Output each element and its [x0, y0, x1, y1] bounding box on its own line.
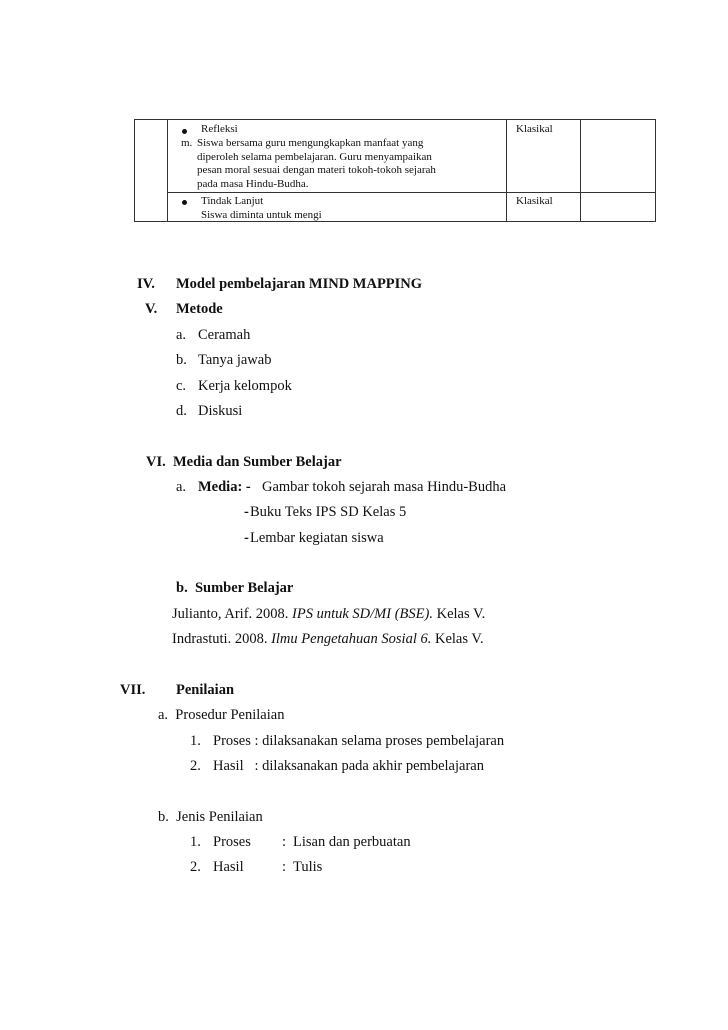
- list-item: Diskusi: [198, 403, 243, 419]
- media-label: Media: -: [198, 479, 251, 495]
- table-cell-line: pesan moral sesuai dengan materi tokoh-tokoh sejarah: [197, 164, 436, 176]
- media-item: Buku Teks IPS SD Kelas 5: [250, 504, 407, 520]
- section-number-iv: IV.: [137, 276, 155, 292]
- jenis-label: Proses: [213, 834, 251, 850]
- list-number: 1.: [190, 733, 201, 749]
- reference-edition: Kelas V.: [431, 631, 484, 647]
- table-column-divider: [580, 120, 581, 221]
- list-letter: b.: [176, 352, 187, 368]
- jenis-separator: :: [282, 859, 287, 875]
- media-dash: -: [244, 530, 249, 546]
- table-cell-line: pada masa Hindu-Budha.: [197, 177, 309, 190]
- reference-entry: [172, 631, 484, 648]
- jenis-label: Hasil: [213, 859, 244, 875]
- table-cell-line: Siswa bersama guru mengungkapkan manfaat yang: [197, 137, 424, 149]
- reference-author: Julianto, Arif. 2008.: [172, 606, 293, 622]
- jenis-penilaian-label: b. Jenis Penilaian: [158, 809, 263, 825]
- jenis-value: Tulis: [293, 859, 323, 875]
- section-title-iv: Model pembelajaran MIND MAPPING: [176, 276, 423, 292]
- section-title-vii: Penilaian: [176, 682, 235, 698]
- list-item: Proses : dilaksanakan selama proses pembelajaran: [213, 733, 505, 749]
- list-number: 2.: [190, 859, 201, 875]
- media-item: Lembar kegiatan siswa: [250, 530, 384, 546]
- list-number: 2.: [190, 758, 201, 774]
- reference-entry: [172, 606, 485, 623]
- table-row-divider: [167, 192, 656, 193]
- reference-edition: Kelas V.: [432, 606, 486, 622]
- section-title-v: Metode: [176, 301, 223, 317]
- table-cell-line: diperoleh selama pembelajaran. Guru menyampaikan: [197, 150, 432, 163]
- list-item: Tanya jawab: [198, 352, 272, 368]
- table-method: Klasikal: [516, 123, 553, 135]
- section-number-v: V.: [145, 301, 158, 317]
- list-letter: d.: [176, 403, 187, 419]
- prosedur-penilaian-label: a. Prosedur Penilaian: [158, 707, 285, 723]
- section-title-vi: Media dan Sumber Belajar: [173, 454, 342, 470]
- list-letter: a.: [176, 479, 187, 495]
- media-dash: -: [244, 504, 249, 520]
- section-number-vii: VII.: [120, 682, 146, 698]
- table-item-prefix: m.: [181, 137, 193, 149]
- list-item: Ceramah: [198, 327, 251, 343]
- reference-title: Ilmu Pengetahuan Sosial 6.: [271, 631, 432, 647]
- list-number: 1.: [190, 834, 201, 850]
- table-bullet-label: Tindak Lanjut: [201, 195, 264, 207]
- table-method: Klasikal: [516, 195, 553, 207]
- reference-author: Indrastuti. 2008.: [172, 631, 272, 647]
- jenis-value: Lisan dan perbuatan: [293, 834, 411, 850]
- sumber-belajar-label: b. Sumber Belajar: [176, 580, 294, 596]
- section-number-vi: VI.: [146, 454, 166, 470]
- table-cell-line: Siswa diminta untuk mengi: [201, 208, 322, 221]
- list-letter: a.: [176, 327, 187, 343]
- reference-title: IPS untuk SD/MI (BSE).: [292, 606, 433, 622]
- list-item: Hasil : dilaksanakan pada akhir pembelajaran: [213, 758, 484, 774]
- table-bullet-label: Refleksi: [201, 123, 238, 135]
- bullet-icon: [181, 199, 188, 206]
- table-column-divider: [167, 120, 168, 221]
- bullet-icon: [181, 128, 188, 135]
- list-letter: c.: [176, 378, 187, 394]
- table-column-divider: [506, 120, 507, 221]
- list-item: Kerja kelompok: [198, 378, 292, 394]
- jenis-separator: :: [282, 834, 287, 850]
- media-item: Gambar tokoh sejarah masa Hindu-Budha: [262, 479, 507, 495]
- activity-table: [134, 119, 656, 222]
